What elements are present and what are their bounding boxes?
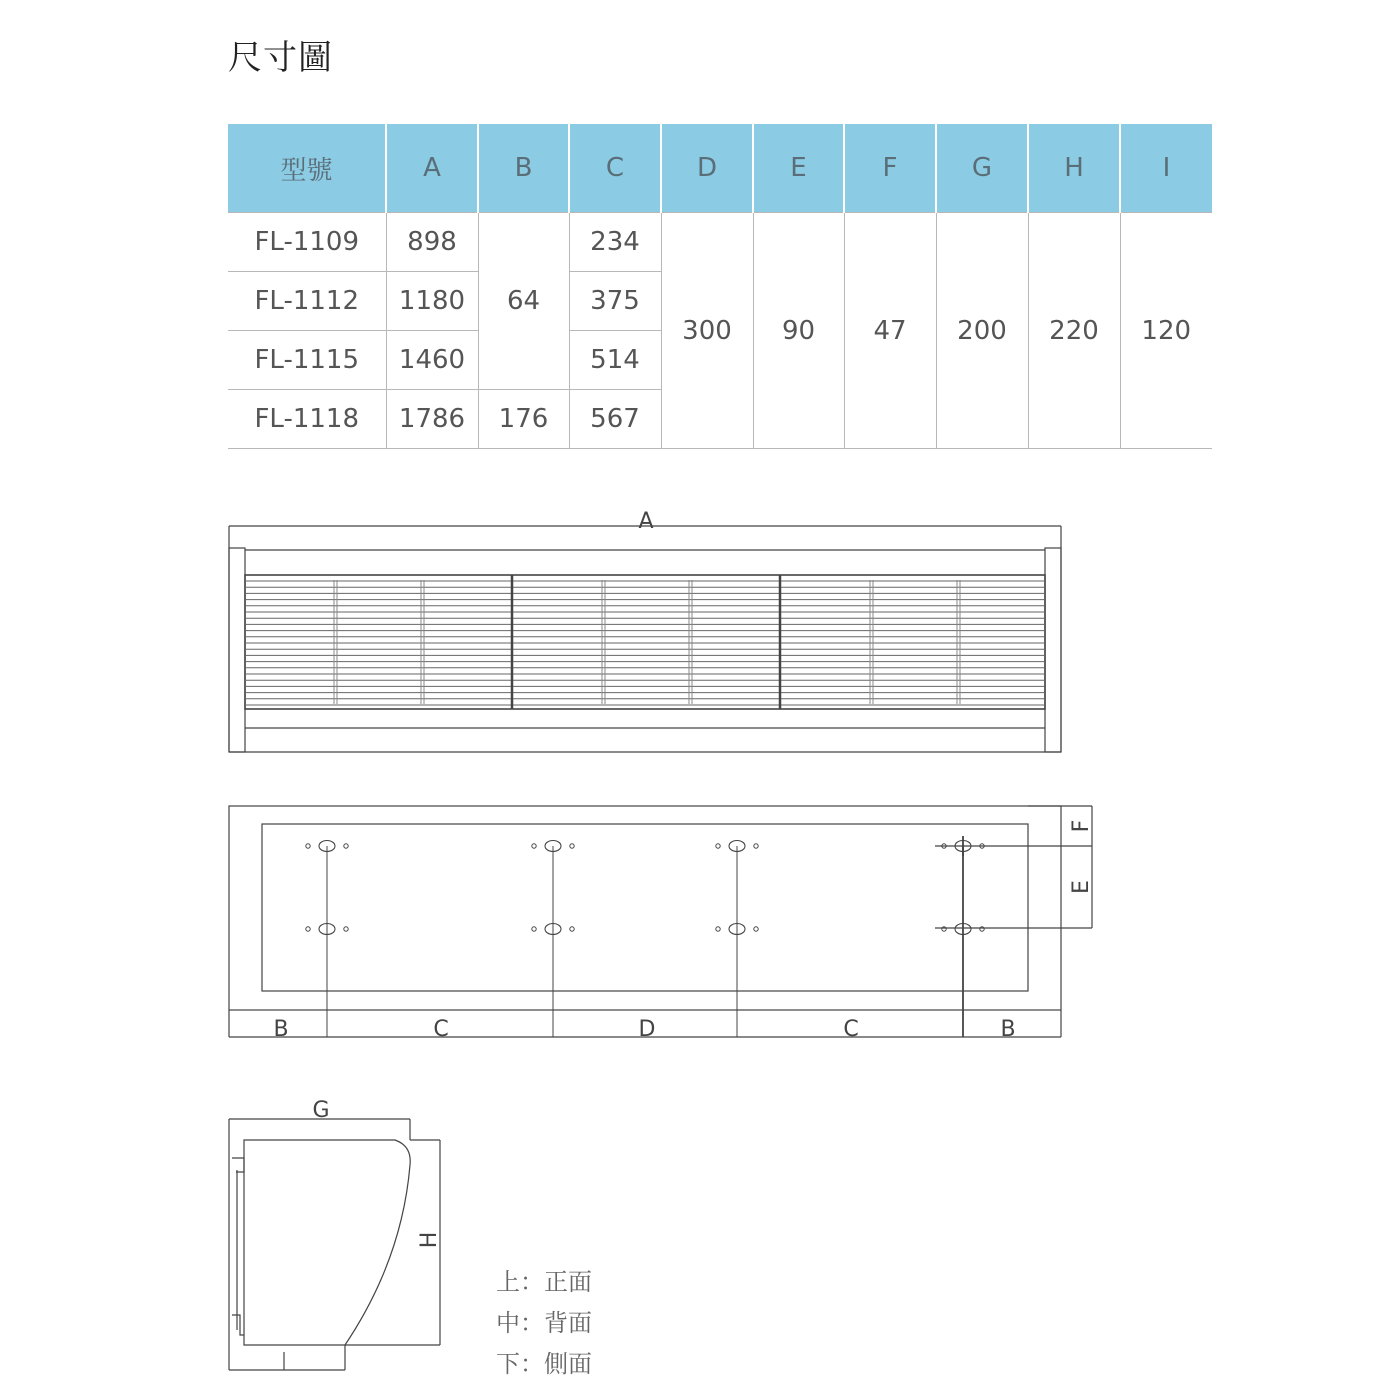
header-b: B [478,124,569,213]
label-c-right: C [843,1017,859,1042]
cell-model: FL-1115 [228,331,386,390]
cell-b-last: 176 [478,390,569,449]
legend-bottom: 下：側面 [496,1350,592,1378]
header-a: A [386,124,478,213]
label-b-right: B [1000,1017,1016,1042]
label-e: E [1069,880,1094,894]
label-d: D [638,1017,656,1042]
label-b-left: B [273,1017,289,1042]
header-f: F [844,124,936,213]
cell-b-shared: 64 [478,213,569,390]
header-d: D [661,124,753,213]
cell-d: 300 [661,213,753,449]
label-c-left: C [433,1017,449,1042]
view-legend [496,1262,592,1385]
cell-c: 514 [569,331,661,390]
cell-a: 1786 [386,390,478,449]
header-i: I [1120,124,1212,213]
header-e: E [753,124,844,213]
cell-model: FL-1112 [228,272,386,331]
cell-model: FL-1118 [228,390,386,449]
header-h: H [1028,124,1120,213]
header-model: 型號 [228,124,386,213]
legend-middle: 中：背面 [496,1309,592,1337]
label-h: H [417,1231,442,1249]
cell-h: 220 [1028,213,1120,449]
label-f: F [1069,819,1094,833]
cell-a: 898 [386,213,478,272]
page-title: 尺寸圖 [228,38,333,78]
cell-c: 567 [569,390,661,449]
header-c: C [569,124,661,213]
label-g: G [312,1098,330,1123]
cell-i: 120 [1120,213,1212,449]
header-g: G [936,124,1028,213]
front-view [229,526,1061,752]
side-view [229,1119,440,1370]
cell-a: 1460 [386,331,478,390]
cell-model: FL-1109 [228,213,386,272]
cell-g: 200 [936,213,1028,449]
back-view [229,806,1092,1037]
cell-c: 234 [569,213,661,272]
label-a: A [638,509,654,534]
legend-top: 上：正面 [496,1268,592,1296]
cell-a: 1180 [386,272,478,331]
cell-f: 47 [844,213,936,449]
cell-e: 90 [753,213,844,449]
cell-c: 375 [569,272,661,331]
